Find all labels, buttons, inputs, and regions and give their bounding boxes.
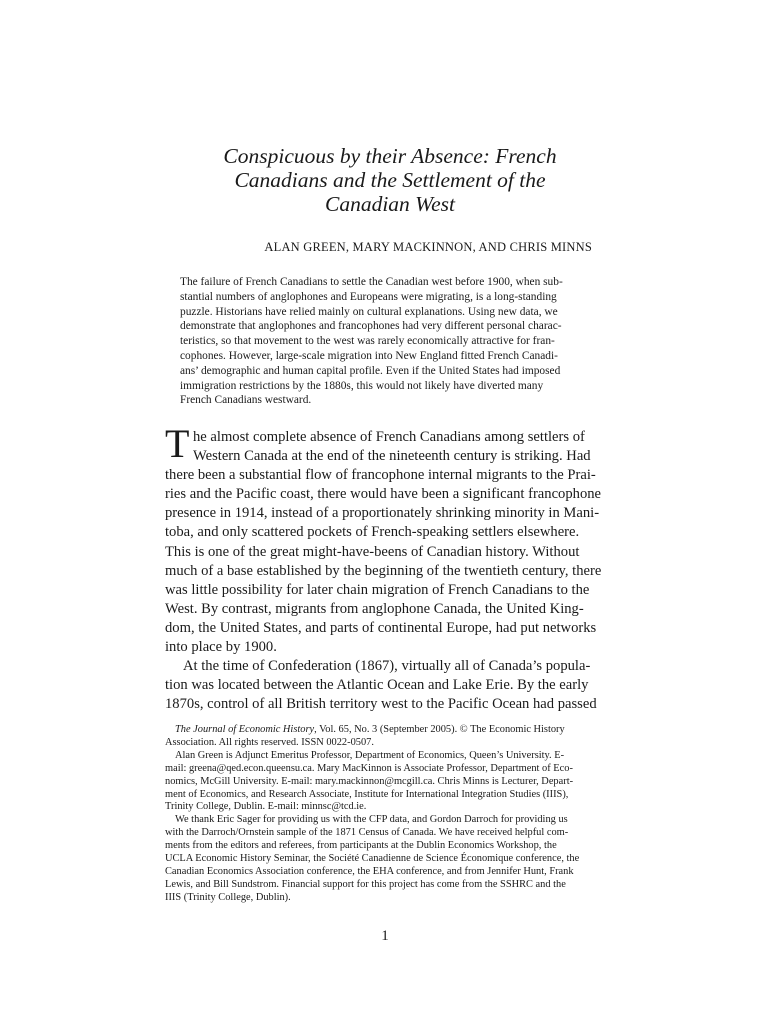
abstract-line: ans’ demographic and human capital profile. Even if the United States had imposed [180, 364, 561, 377]
footnote-line: mail: greena@qed.econ.queensu.ca. Mary MacKinnon is Associate Professor, Department of Eco- [165, 762, 573, 774]
body-line: tion was located between the Atlantic Ocean and Lake Erie. By the early [165, 677, 589, 694]
footnote-line: Alan Green is Adjunct Emeritus Professor, Department of Economics, Queen’s University. E- [175, 749, 565, 761]
body-line: there been a substantial flow of francophone internal migrants to the Prai- [165, 467, 596, 484]
abstract [180, 275, 590, 408]
body-line: he almost complete absence of French Canadians among settlers of [193, 429, 585, 445]
footnote-line: ment of Economics, and Research Associate, Institute for International Integration Studies (IIIS), [165, 788, 569, 800]
author-list: ALAN GREEN, MARY MACKINNON, AND CHRIS MINNS [264, 240, 592, 254]
body-line: ries and the Pacific coast, there would have been a significant francophone [165, 486, 602, 503]
body-line: West. By contrast, migrants from anglophone Canada, the United King- [165, 600, 584, 617]
footnote-line: Canadian Economics Association conference, the EHA conference, and from Jennifer Hunt, Frank [165, 865, 574, 877]
body-line: much of a base established by the beginning of the twentieth century, there [165, 562, 602, 579]
title-line: Canadians and the Settlement of the [234, 168, 546, 192]
journal-citation: , Vol. 65, No. 3 (September 2005). © The Economic History [314, 724, 565, 735]
footnote-line: UCLA Economic History Seminar, the Société Canadienne de Science Économique conference, the [165, 853, 580, 865]
body-line: presence in 1914, instead of a proportionately shrinking minority in Mani- [165, 505, 600, 522]
abstract-line: immigration restrictions by the 1880s, this would not likely have diverted many [180, 379, 544, 392]
page-number: 1 [381, 928, 389, 944]
footnote-line: We thank Eric Sager for providing us with the CFP data, and Gordon Darroch for providing us [175, 814, 568, 826]
footnotes [165, 724, 605, 905]
body-line: into place by 1900. [165, 639, 277, 656]
title-line: Conspicuous by their Absence: French [223, 144, 557, 168]
footnote-line: IIIS (Trinity College, Dublin). [165, 891, 291, 903]
body-text [165, 428, 605, 714]
body-line: Western Canada at the end of the nineteenth century is striking. Had [193, 448, 591, 465]
body-line: At the time of Confederation (1867), virtually all of Canada’s popula- [183, 658, 591, 675]
abstract-line: stantial numbers of anglophones and Europeans were migrating, is a long-standing [180, 290, 557, 303]
abstract-line: cophones. However, large-scale migration into New England fitted French Canadi- [180, 349, 558, 362]
article-title [160, 144, 620, 216]
footnote-line: Lewis, and Bill Sundstrom. Financial support for this project has come from the SSHRC and the [165, 878, 566, 890]
title-line: Canadian West [324, 192, 455, 216]
body-line: was little possibility for later chain migration of French Canadians to the [165, 581, 590, 598]
footnote-line: ments from the editors and referees, from participants at the Dublin Economics Workshop, the [165, 840, 557, 852]
journal-name: The Journal of Economic History [175, 724, 315, 735]
abstract-line: puzzle. Historians have relied mainly on cultural explanations. Using new data, we [180, 305, 558, 318]
drop-cap: T [165, 421, 190, 466]
body-line: 1870s, control of all British territory west to the Pacific Ocean had passed [165, 696, 597, 713]
abstract-line: teristics, so that movement to the west was rarely economically attractive for fran- [180, 335, 555, 348]
abstract-line: French Canadians westward. [180, 394, 312, 407]
abstract-line: demonstrate that anglophones and francophones had very different personal charac- [180, 320, 562, 333]
body-line: toba, and only scattered pockets of French-speaking settlers elsewhere. [165, 524, 580, 541]
footnote-line: nomics, McGill University. E-mail: mary.mackinnon@mcgill.ca. Chris Minns is Lecturer, Depart- [165, 775, 574, 787]
body-line: This is one of the great might-have-beens of Canadian history. Without [165, 543, 580, 560]
abstract-line: The failure of French Canadians to settle the Canadian west before 1900, when sub- [180, 276, 563, 288]
footnote-line [165, 724, 605, 737]
footnote-line: Trinity College, Dublin. E-mail: minnsc@tcd.ie. [165, 801, 367, 813]
footnote-line: Association. All rights reserved. ISSN 0022-0507. [165, 736, 374, 748]
footnote-line: with the Darroch/Ornstein sample of the 1871 Census of Canada. We have received helpful com- [165, 827, 569, 839]
body-line: dom, the United States, and parts of continental Europe, had put networks [165, 619, 597, 636]
